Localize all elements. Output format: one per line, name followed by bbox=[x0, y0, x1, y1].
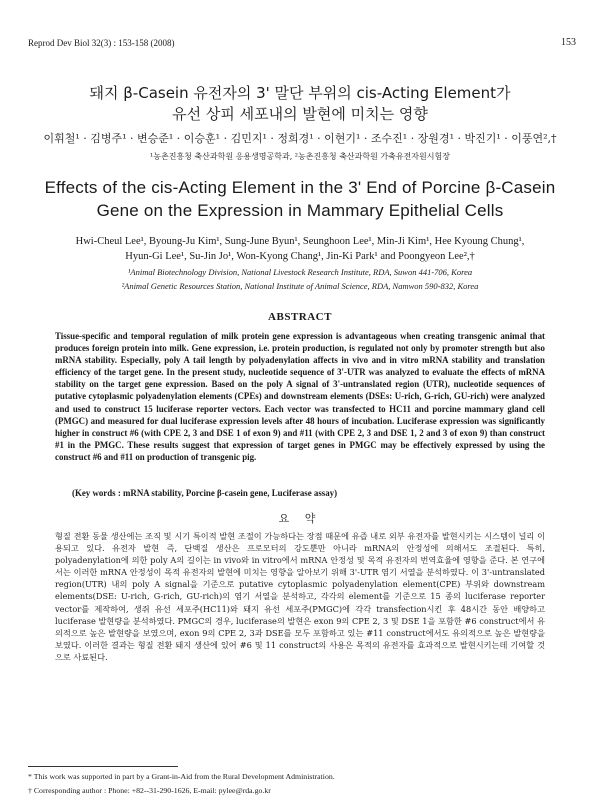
funding-footnote: * This work was supported in part by a Grant-in-Aid from the Rural Development Administration. bbox=[28, 772, 335, 781]
english-affiliation-1: ¹Animal Biotechnology Division, National Livestock Research Institute, RDA, Suwon 441-706, Korea bbox=[127, 267, 473, 277]
english-title-line2: Gene on the Expression in Mammary Epithelial Cells bbox=[96, 201, 504, 220]
english-authors-line1: Hwi-Cheul Lee¹, Byoung-Ju Kim¹, Sung-June Byun¹, Seunghoon Lee¹, Min-Ji Kim¹, Hee Kyoung Chung¹, bbox=[75, 236, 525, 247]
english-authors-line2: Hyun-Gi Lee¹, Su-Jin Jo¹, Won-Kyong Chang¹, Jin-Ki Park¹ and Poongyeon Lee²,† bbox=[125, 251, 475, 262]
journal-citation: Reprod Dev Biol 32(3) : 153-158 (2008) bbox=[28, 38, 175, 48]
corresponding-author-footnote: † Corresponding author : Phone: +82--31-290-1626, E-mail: pylee@rda.go.kr bbox=[28, 786, 271, 795]
keywords: (Key words : mRNA stability, Porcine β-casein gene, Luciferase assay) bbox=[72, 488, 338, 498]
abstract-heading: ABSTRACT bbox=[268, 311, 332, 323]
korean-summary-heading: 요 약 bbox=[278, 512, 322, 525]
page-number: 153 bbox=[561, 37, 576, 48]
korean-summary-body: 형질 전환 동물 생산에는 조직 및 시기 특이적 발현 조절이 가능하다는 장점 때문에 유즙 내로 외부 유전자를 발현시키는 시스템이 널리 이용되고 있다. 유전자 발현 즉, 단백질 생산은 프로모터의 강도뿐만 아니라 mRNA의 안정성에 의해서도 조절된다. 특히, polyadenylation에 의한 poly A의 길이는 in vivo와 in vitro에서 mRNA 안정성 및 목적 유전자의 번역효율에 영향을 준다. 본 연구에서는 이러한 mRNA 안정성이 목적 유전자의 발현에 미치는 영향을 알아보기 위해 3'-UTR 염기 서열을 분석하였다. 이 3'-untranslated region(UTR) 내의 poly A signal을 기준으로 putative cytoplasmic polyadenylation element(CPE) 부위와 downstream elements(DSE: U-rich, G-rich, GU-rich)의 염기 서열을 분석하고, 각각의 element를 기준으로 15 종의 luciferase reporter vector를 제작하여, 생쥐 유선 세포주(HC11)와 돼지 유선 세포주(PMGC)에 각각 transfection시킨 후 48시간 동안 배양하고 luciferase 발현량을 분석하였다. PMGC의 경우, luciferase의 발현은 exon 9의 CPE 2, 3 및 DSE 1을 포함한 #6 construct에서 유의적으로 높은 발현량을 보였으며, exon 9의 CPE 2, 3과 DSE를 모두 포함하고 있는 #11 construct에서도 유의적으로 높은 발현량을 보였다. 이러한 결과는 형질 전환 돼지 생산에 있어 #6 및 11 construct의 사용은 목적의 유전자를 효과적으로 발현시키는데 기여할 것으로 사료된다. bbox=[55, 531, 545, 662]
footnote-divider bbox=[28, 766, 178, 767]
korean-authors: 이휘철¹ · 김병주¹ · 변승준¹ · 이승훈¹ · 김민지¹ · 정희경¹ · 이현기¹ · 조수진¹ · 장원경¹ · 박진기¹ · 이풍연²,† bbox=[43, 132, 557, 145]
english-title-line1: Effects of the cis-Acting Element in the 3' End of Porcine β-Casein bbox=[44, 178, 556, 197]
korean-title-line1: 돼지 β-Casein 유전자의 3' 말단 부위의 cis-Acting Element가 bbox=[89, 84, 511, 102]
korean-title-line2: 유선 상피 세포내의 발현에 미치는 영향 bbox=[172, 105, 428, 123]
korean-affiliation: ¹농촌진흥청 축산과학원 응용생명공학과, ²농촌진흥청 축산과학원 가축유전자원시험장 bbox=[150, 152, 450, 161]
english-affiliation-2: ²Animal Genetic Resources Station, National Institute of Animal Science, RDA, Namwon 590-832, Korea bbox=[121, 281, 479, 291]
abstract-body: Tissue-specific and temporal regulation of milk protein gene expression is advantageous when creating transgenic animal that produces foreign protein into milk. Gene expression, i.e. protein production, is regulated not only by promoter strength but also mRNA stability. Especially, poly A tail length by polyadenylation affects in vivo and in vitro mRNA stability and translation efficiency of the target gene. In the present study, nucleotide sequence of 3'-UTR was analyzed to evaluate the effects of mRNA stability on the target gene expression. Based on the poly A signal of 3'-untranslated region (UTR), nucleotide sequences of putative cytoplasmic polyadenylation elements (CPEs) and downstream elements (DSEs: U-rich, G-rich, GU-rich) were analyzed and used to construct 15 luciferase reporter vectors. Each vector was transfected to HC11 and porcine mammary gland cell (PMGC) and measured for dual luciferase expression levels after 48 hours of incubation. Luciferase expression was significantly higher in construct #6 (with CPE 2, 3 and DSE 1 of exon 9) and #11 (with CPE 2, 3 and DSE 1, 2 and 3 of exon 9) than construct #1 in the PMGC. These results suggest that expression of target genes in PMGC may be effectively expressed by using the construct #6 and #11 on production of transgenic pig. bbox=[55, 331, 545, 462]
